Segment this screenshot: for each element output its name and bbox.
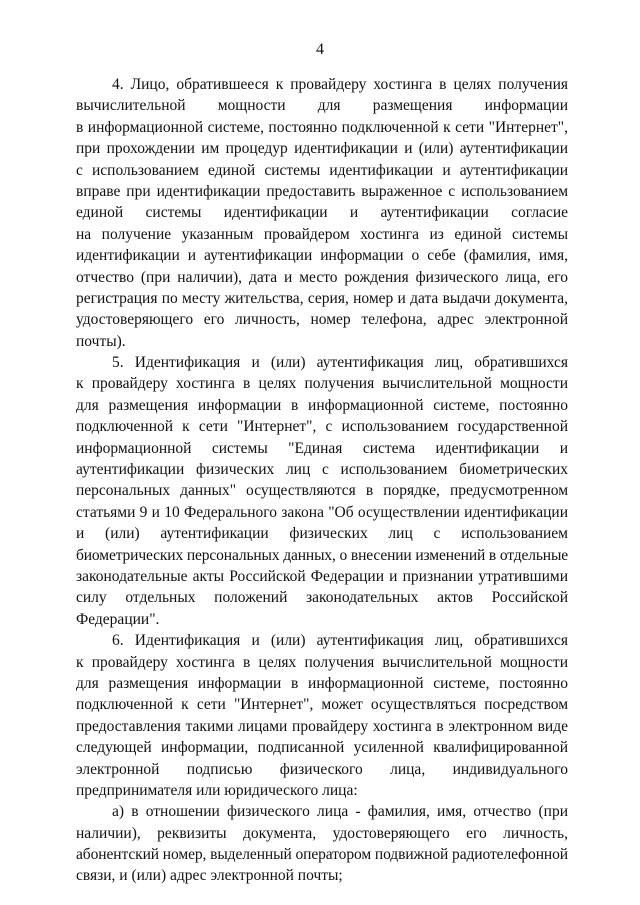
text-line: удостоверяющего его личность, номер телефона, адрес электронной (76, 311, 568, 329)
text-line: на получение указанным провайдером хостинга из единой системы (76, 225, 568, 243)
text-line: отчество (при наличии), дата и место рождения физического лица, его (76, 268, 568, 286)
text-line: вычислительной мощности для размещения информации (76, 97, 568, 115)
text-line: предпринимателя или юридического лица: (76, 781, 358, 799)
text-line: законодательные акты Российской Федерации и признании утратившими (76, 567, 568, 585)
text-line: силу отдельных положений законодательных актов Российской (76, 589, 568, 607)
text-line: при прохождении им процедур идентификации и (или) аутентификации (76, 140, 568, 158)
paragraph-6 (76, 630, 568, 801)
text-line: почты). (76, 332, 126, 350)
text-line: предоставления такими лицами провайдеру хостинга в электронном виде (76, 717, 568, 735)
text-line: единой системы идентификации и аутентификации согласие (76, 204, 568, 222)
text-line: с использованием единой системы идентификации и аутентификации (76, 161, 568, 179)
paragraph-6a (76, 801, 568, 887)
paragraph-4 (76, 74, 568, 352)
text-line: подключенной к сети "Интернет", с использованием государственной (76, 418, 568, 436)
text-line: к провайдеру хостинга в целях получения вычислительной мощности (76, 375, 568, 393)
text-line: 5. Идентификация и (или) аутентификация лиц, обратившихся (112, 354, 568, 372)
text-line: наличии), реквизиты документа, удостоверяющего его личность, (76, 824, 568, 842)
text-line: для размещения информации в информационной системе, постоянно (76, 674, 568, 692)
text-line: регистрация по месту жительства, серия, номер и дата выдачи документа, (76, 289, 568, 307)
text-line: биометрических персональных данных, о внесении изменений в отдельные (76, 546, 568, 564)
text-line: а) в отношении физического лица - фамилия, имя, отчество (при (112, 803, 568, 821)
text-line: аутентификации физических лиц с использованием биометрических (76, 461, 568, 479)
text-line: статьями 9 и 10 Федерального закона "Об осуществлении идентификации (76, 503, 568, 521)
text-line: в информационной системе, постоянно подключенной к сети "Интернет", (76, 118, 568, 136)
text-line: вправе при идентификации предоставить выраженное с использованием (76, 182, 568, 200)
text-line: 4. Лицо, обратившееся к провайдеру хостинга в целях получения (112, 76, 568, 93)
document-body (76, 74, 568, 887)
text-line: персональных данных" осуществляются в порядке, предусмотренном (76, 482, 568, 500)
text-line: 6. Идентификация и (или) аутентификация лиц, обратившихся (112, 632, 568, 650)
text-line: подключенной к сети "Интернет", может осуществляться посредством (76, 696, 568, 714)
text-line: электронной подписью физического лица, индивидуального (76, 760, 568, 778)
text-line: следующей информации, подписанной усиленной квалифицированной (76, 739, 568, 757)
text-line: и (или) аутентификации физических лиц с использованием (76, 525, 568, 543)
text-line: абонентский номер, выделенный оператором подвижной радиотелефонной (76, 846, 568, 864)
text-line: информационной системы "Единая система идентификации и (76, 439, 568, 457)
text-line: Федерации". (76, 610, 160, 628)
text-line: для размещения информации в информационной системе, постоянно (76, 396, 568, 414)
text-line: связи, и (или) адрес электронной почты; (76, 867, 343, 885)
text-line: к провайдеру хостинга в целях получения вычислительной мощности (76, 653, 568, 671)
page-number: 4 (316, 41, 324, 58)
paragraph-5 (76, 352, 568, 630)
text-line: идентификации и аутентификации информации о себе (фамилия, имя, (76, 247, 568, 265)
